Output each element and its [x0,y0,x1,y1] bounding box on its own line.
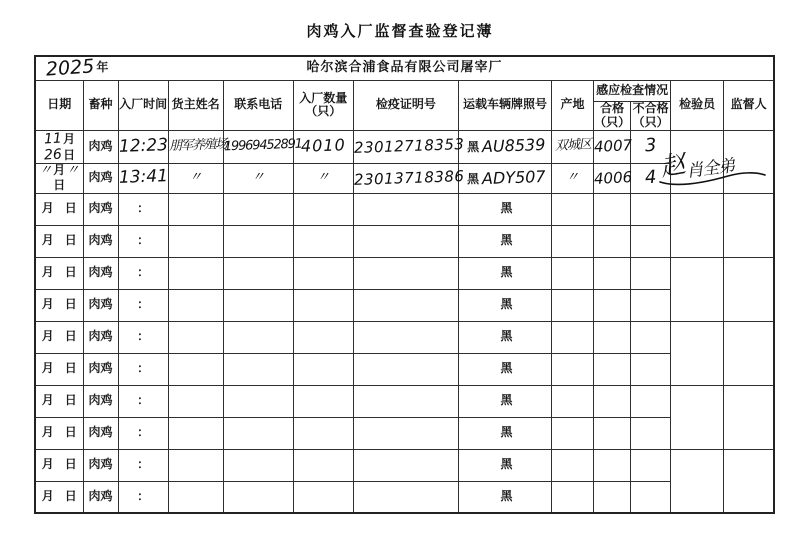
day-label: 日 [63,147,76,162]
day-label: 日 [64,425,77,440]
supervisor-cell [724,193,774,257]
time-cell: ： [118,289,168,321]
owner-cell [168,449,223,481]
day-label: 日 [53,177,66,192]
phone-cell [223,385,293,417]
cert-cell [353,353,458,385]
cert-cell [353,193,458,225]
origin-cell [552,321,594,353]
unqualified-cell [631,257,671,289]
species-cell: 肉鸡 [83,225,118,257]
plate-cell [458,289,551,321]
owner-cell [168,225,223,257]
plate-prefix-label: 黑 [467,140,480,155]
cert-cell [353,417,458,449]
plate-value: ADY507 [481,166,547,189]
year-company-row [35,56,774,81]
date-cell [35,449,83,481]
inspector-cell [671,385,724,449]
unqualified-value: 4 [644,166,657,189]
plate-prefix-label: 黑 [500,457,513,472]
quantity-cell [293,163,353,193]
qualified-cell [594,385,631,417]
plate-cell [458,321,551,353]
month-label: 月 [41,201,54,216]
inspector-cell [671,193,724,257]
qualified-cell [594,130,631,163]
qualified-cell [594,353,631,385]
origin-cell [552,353,594,385]
date-day-value: 〃 [66,162,80,178]
cert-cell [353,481,458,513]
unqualified-cell [631,130,671,163]
species-cell: 肉鸡 [83,385,118,417]
phone-cell [223,353,293,385]
qualified-cell [594,225,631,257]
day-label: 日 [64,233,77,248]
date-month-value: 11 [43,130,63,148]
phone-cell [223,130,302,163]
day-label: 日 [64,361,77,376]
unqualified-cell [631,385,671,417]
plate-cell [458,385,551,417]
phone-value: 〃 [251,169,265,185]
header-quantity-line1: 入厂数量 [299,90,348,105]
month-label: 月 [63,131,76,146]
header-cert-no: 检疫证明号 [353,81,458,131]
blank-row-a [35,257,774,289]
unqualified-cell [631,193,671,225]
time-cell: ： [118,225,168,257]
date-cell [35,193,83,225]
owner-value: 朋军养殖场 [168,137,227,155]
supervisor-cell [724,449,774,513]
origin-cell [552,449,594,481]
time-cell [118,163,168,193]
month-label: 月 [41,488,54,503]
unqualified-cell [631,449,671,481]
time-cell: ： [118,353,168,385]
blank-row-a [35,385,774,417]
cert-cell [353,130,465,163]
entry-row-2 [35,163,774,193]
inspector-cell [671,130,724,193]
quantity-cell [293,481,353,513]
phone-cell [223,449,293,481]
origin-cell [552,163,594,193]
quantity-cell [293,289,353,321]
species-cell: 肉鸡 [83,130,118,163]
month-label: 月 [41,233,54,248]
month-label: 月 [41,393,54,408]
phone-cell [223,481,293,513]
quantity-cell [293,257,353,289]
header-date: 日期 [35,81,83,131]
unqualified-cell [631,321,671,353]
quantity-cell [293,353,353,385]
date-cell [35,130,83,163]
company-name: 哈尔滨合浦食品有限公司屠宰厂 [306,60,503,76]
entry-row-1 [35,130,774,163]
owner-cell [168,163,223,193]
phone-cell [223,225,293,257]
owner-cell [168,193,223,225]
time-cell: ： [118,321,168,353]
day-label: 日 [64,329,77,344]
species-cell: 肉鸡 [83,353,118,385]
species-cell: 肉鸡 [83,289,118,321]
owner-cell [168,321,223,353]
header-row-1 [35,81,774,102]
phone-cell [223,289,293,321]
inspector-cell [671,257,724,321]
month-label: 月 [53,162,66,177]
quantity-cell [293,385,353,417]
plate-prefix-label: 黑 [500,361,513,376]
species-cell: 肉鸡 [83,481,118,513]
time-value: 12:23 [118,135,168,157]
quantity-value: 4010 [300,135,346,157]
phone-cell [223,193,293,225]
time-cell: ： [118,257,168,289]
origin-cell [552,417,594,449]
plate-cell [458,130,551,163]
unqualified-cell [631,353,671,385]
date-cell [35,257,83,289]
date-cell [35,417,83,449]
quantity-cell [293,417,353,449]
origin-value: 双城区 [554,137,591,155]
blank-row-b [35,481,774,513]
plate-prefix-label: 黑 [467,171,480,186]
owner-cell [168,481,223,513]
species-cell: 肉鸡 [83,449,118,481]
species-cell: 肉鸡 [83,257,118,289]
cert-cell [353,385,458,417]
plate-cell [458,449,551,481]
month-label: 月 [41,297,54,312]
document-title: 肉鸡入厂监督查验登记薄 [306,22,494,40]
qualified-cell [594,481,631,513]
header-qualified-line1: 合格 [600,101,625,115]
date-month-value: 〃 [39,162,53,178]
date-day-value: 26 [43,146,63,164]
time-cell: ： [118,193,168,225]
header-species: 畜种 [83,81,118,131]
month-label: 月 [41,329,54,344]
supervisor-cell [724,385,774,449]
date-cell [35,353,83,385]
qualified-cell [594,193,631,225]
header-qualified-line2: （只） [594,114,631,129]
cert-value: 23012718353 [353,135,465,157]
inspector-cell [671,449,724,513]
owner-value: 〃 [189,169,203,185]
header-supervisor: 监督人 [724,81,774,131]
header-inspection-group: 感应检查情况 [594,81,671,102]
plate-cell [458,353,551,385]
owner-cell [168,257,223,289]
blank-row-a [35,449,774,481]
year-company-cell [35,56,774,81]
qualified-value: 4007 [593,136,633,157]
origin-cell [552,193,594,225]
owner-cell [168,417,223,449]
month-label: 月 [41,265,54,280]
qualified-cell [594,163,631,193]
month-label: 月 [41,425,54,440]
header-entry-time: 入厂时间 [118,81,168,131]
qualified-cell [594,289,631,321]
plate-prefix-label: 黑 [500,297,513,312]
inspector-cell [671,321,724,385]
plate-prefix-label: 黑 [500,265,513,280]
header-origin: 产地 [552,81,594,131]
owner-cell [168,289,223,321]
species-cell: 肉鸡 [83,321,118,353]
time-value: 13:41 [118,166,168,189]
plate-prefix-label: 黑 [500,425,513,440]
time-cell [118,130,168,163]
origin-cell [552,257,594,289]
header-vehicle-plate: 运载车辆牌照号 [458,81,551,131]
cert-cell [353,225,458,257]
register-table [34,55,775,514]
species-cell: 肉鸡 [83,193,118,225]
date-cell [35,481,83,513]
year-field [45,55,109,81]
header-phone: 联系电话 [223,81,293,131]
quantity-cell [293,225,353,257]
quantity-value: 〃 [316,169,330,185]
day-label: 日 [64,201,77,216]
date-cell [35,163,83,193]
owner-cell [168,385,223,417]
month-label: 月 [41,457,54,472]
cert-cell [353,257,458,289]
month-label: 月 [41,361,54,376]
plate-cell [458,193,551,225]
header-quantity [293,81,353,131]
quantity-cell [293,193,353,225]
quantity-cell [293,321,353,353]
day-label: 日 [64,297,77,312]
plate-prefix-label: 黑 [500,201,513,216]
day-label: 日 [64,265,77,280]
plate-prefix-label: 黑 [500,233,513,248]
time-cell: ： [118,417,168,449]
header-qualified [594,102,631,131]
plate-prefix-label: 黑 [500,488,513,503]
species-cell: 肉鸡 [83,417,118,449]
supervisor-cell [724,130,774,193]
unqualified-cell [631,163,671,193]
qualified-cell [594,321,631,353]
quantity-cell [293,449,353,481]
day-label: 日 [64,457,77,472]
cert-cell [353,449,458,481]
cert-cell [353,289,458,321]
date-cell [35,321,83,353]
phone-cell [223,321,293,353]
plate-cell [458,481,551,513]
origin-cell [552,385,594,417]
blank-row-b [35,289,774,321]
time-cell: ： [118,385,168,417]
date-cell [35,289,83,321]
date-cell [35,385,83,417]
unqualified-value: 3 [644,134,657,157]
plate-value: AU8539 [481,135,546,157]
origin-cell [552,225,594,257]
plate-prefix-label: 黑 [500,393,513,408]
qualified-cell [594,449,631,481]
plate-cell [458,225,551,257]
supervisor-signature: 肖全弟 [685,156,736,182]
cert-value: 23013718386 [353,166,465,189]
time-cell: ： [118,449,168,481]
phone-cell [223,257,293,289]
year-suffix-label: 年 [96,60,109,74]
cert-cell [353,163,465,193]
unqualified-cell [631,289,671,321]
header-unqualified [631,102,671,131]
blank-row-b [35,417,774,449]
header-owner-name: 货主姓名 [168,81,223,131]
cert-cell [353,321,458,353]
unqualified-cell [631,417,671,449]
qualified-cell [594,417,631,449]
time-cell: ： [118,481,168,513]
header-quantity-line2: （只） [305,104,342,119]
blank-row-a [35,321,774,353]
blank-row-b [35,225,774,257]
blank-row-a [35,193,774,225]
supervisor-cell [724,257,774,321]
quantity-cell [293,130,353,163]
day-label: 日 [64,488,77,503]
plate-cell [458,417,551,449]
form-table-body [35,56,774,513]
qualified-cell [594,257,631,289]
header-unqualified-line1: 不合格 [632,101,669,115]
supervisor-cell [724,321,774,385]
phone-value: 19969452891 [223,136,302,155]
inspector-signature: 赵 [657,149,687,182]
owner-cell [168,353,223,385]
plate-cell [458,163,551,193]
phone-cell [223,163,293,193]
plate-prefix-label: 黑 [500,329,513,344]
origin-cell [552,481,594,513]
qualified-value: 4006 [593,167,633,188]
unqualified-cell [631,481,671,513]
origin-cell [552,130,594,163]
origin-value: 〃 [566,169,580,185]
phone-cell [223,417,293,449]
year-handwritten: 2025 [45,55,96,81]
blank-row-b [35,353,774,385]
date-cell [35,225,83,257]
day-label: 日 [64,393,77,408]
header-inspector: 检验员 [671,81,724,131]
header-unqualified-line2: （只） [632,114,669,129]
owner-cell [168,130,227,163]
species-cell: 肉鸡 [83,163,118,193]
plate-cell [458,257,551,289]
unqualified-cell [631,225,671,257]
origin-cell [552,289,594,321]
